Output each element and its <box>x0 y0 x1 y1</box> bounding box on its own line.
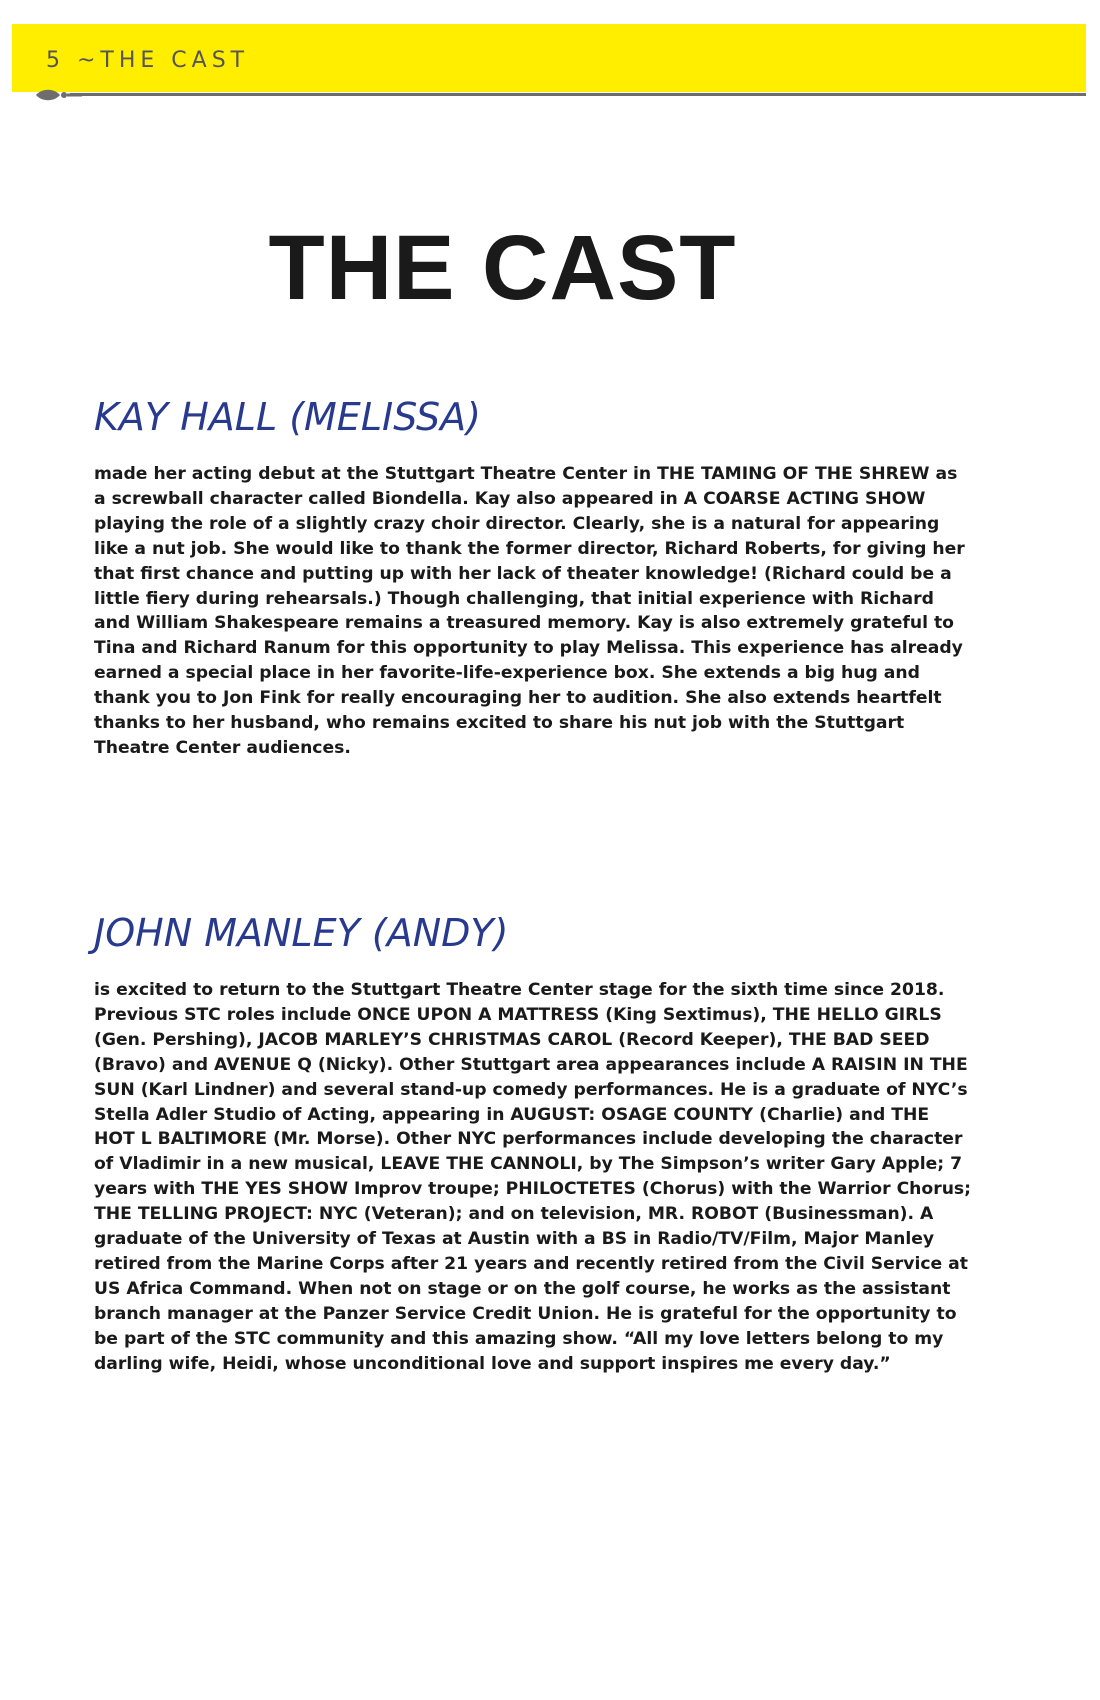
page-title: THE CAST <box>268 216 737 319</box>
cast-member-bio: is excited to return to the Stuttgart Theatre Center stage for the sixth time since 2018. Previous STC roles include ONCE UPON A MATTRESS (King Sextimus), THE HELLO GIRLS (Gen. Pershing), JACOB MARLEY’S CHRISTMAS CAROL (Record Keeper), THE BAD SEED (Bravo) and AVENUE Q (Nicky). Other Stuttgart area appearances include A RAISIN IN THE SUN (Karl Lindner) and several stand-up comedy performances. He is a graduate of NYC’s Stella Adler Studio of Acting, appearing in AUGUST: OSAGE COUNTY (Charlie) and THE HOT L BALTIMORE (Mr. Morse). Other NYC performances include developing the character of Vladimir in a new musical, LEAVE THE CANNOLI, by The Simpson’s writer Gary Apple; 7 years with THE YES SHOW Improv troupe; PHILOCTETES (Chorus) with the Warrior Chorus; THE TELLING PROJECT: NYC (Veteran); and on television, MR. ROBOT (Businessman). A graduate of the University of Texas at Austin with a BS in Radio/TV/Film, Major Manley retired from the Marine Corps after 21 years and recently retired from the Civil Service at US Africa Command. When not on stage or on the golf course, he works as the assistant branch manager at the Panzer Service Credit Union. He is grateful for the opportunity to be part of the STC community and this amazing show. “All my love letters belong to my darling wife, Heidi, whose unconditional love and support inspires me every day.” <box>94 980 972 1374</box>
cast-member-name: KAY HALL (MELISSA) <box>94 395 481 439</box>
page-label: 5 ~THE CAST <box>46 48 250 73</box>
fleuron-icon <box>34 86 84 104</box>
header-rule <box>70 93 1086 96</box>
cast-member-name: JOHN MANLEY (ANDY) <box>94 911 509 955</box>
cast-member-bio: made her acting debut at the Stuttgart Theatre Center in THE TAMING OF THE SHREW as a screwball character called Biondella. Kay also appeared in A COARSE ACTING SHOW playing the role of a slightly crazy choir director. Clearly, she is a natural for appearing like a nut job. She would like to thank the former director, Richard Roberts, for giving her that first chance and putting up with her lack of theater knowledge! (Richard could be a little fiery during rehearsals.) Though challenging, that initial experience with Richard and William Shakespeare remains a treasured memory. Kay is also extremely grateful to Tina and Richard Ranum for this opportunity to play Melissa. This experience has already earned a special place in her favorite-life-experience box. She extends a big hug and thank you to Jon Fink for really encouraging her to audition. She also extends heartfelt thanks to her husband, who remains excited to share his nut job with the Stuttgart Theatre Center audiences. <box>94 464 965 758</box>
